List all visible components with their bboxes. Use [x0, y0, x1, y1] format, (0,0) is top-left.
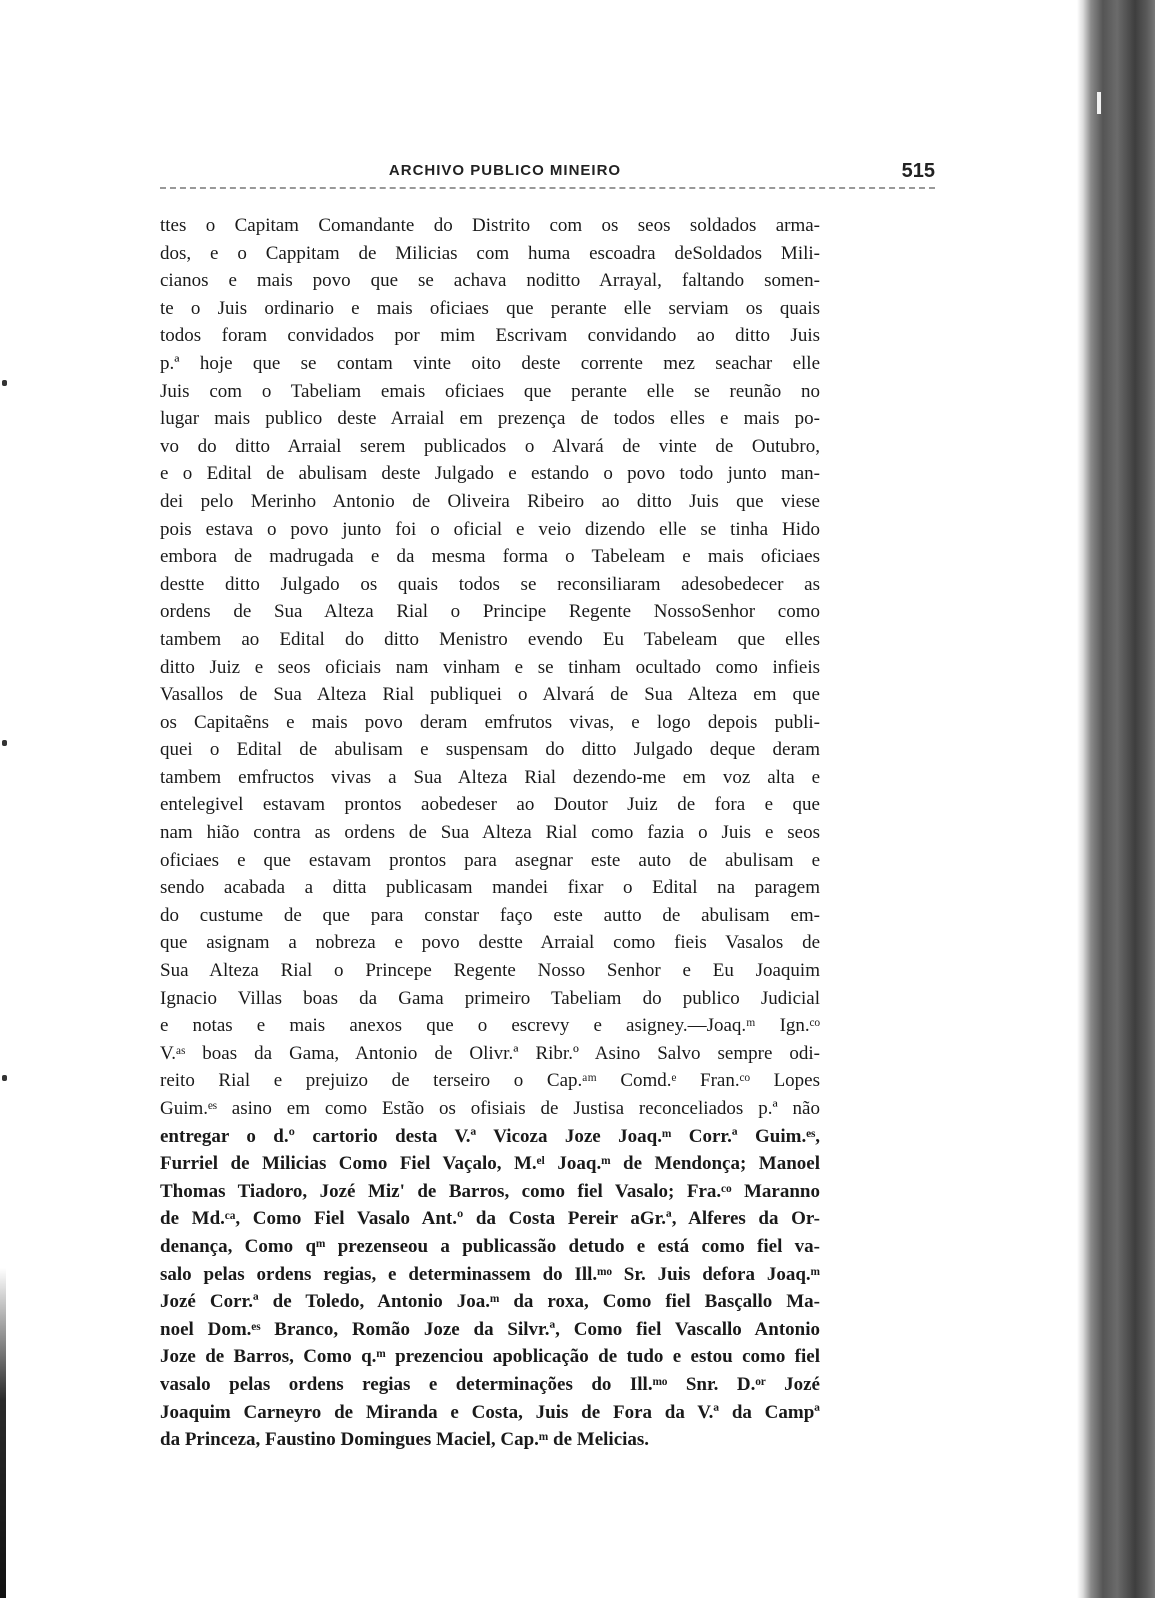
- text-line: embora de madrugada e da mesma forma o Tabeleam e mais oficiaes: [160, 546, 820, 568]
- text-line: destte ditto Julgado os quais todos se reconsiliaram adesobedecer as: [160, 573, 820, 595]
- text-line: Ignacio Villas boas da Gama primeiro Tabeliam do publico Judicial: [160, 987, 820, 1009]
- text-line: Jozé Corr.ª de Toledo, Antonio Joa.ᵐ da roxa, Como fiel Basçallo Ma-: [160, 1291, 820, 1313]
- margin-dot: [2, 380, 7, 386]
- text-line: cianos e mais povo que se achava noditto Arrayal, faltando somen-: [160, 270, 820, 292]
- text-line: vasalo pelas ordens regias e determinações do Ill.ᵐᵒ Snr. D.ᵒʳ Jozé: [160, 1373, 820, 1395]
- binding-mark: [1097, 92, 1101, 114]
- text-line: Sua Alteza Rial o Princepe Regente Nosso Senhor e Eu Joaquim: [160, 960, 820, 982]
- text-line: reito Rial e prejuizo de terseiro o Cap.ᵃᵐ Comd.ᵉ Fran.ᶜᵒ Lopes: [160, 1070, 820, 1092]
- text-line: do custume de que para constar faço este autto de abulisam em-: [160, 904, 820, 926]
- text-line: de Md.ᶜᵃ, Como Fiel Vasalo Ant.º da Costa Pereir aGr.ª, Alferes da Or-: [160, 1208, 820, 1230]
- text-line: Thomas Tiadoro, Jozé Miz' de Barros, como fiel Vasalo; Fra.ᶜᵒ Maranno: [160, 1180, 820, 1202]
- text-line: nam hião contra as ordens de Sua Alteza Rial como fazia o Juis e seos: [160, 822, 820, 844]
- text-line: Vasallos de Sua Alteza Rial publiquei o Alvará de Sua Alteza em que: [160, 684, 820, 706]
- text-line: pois estava o povo junto foi o oficial e veio dizendo elle se tinha Hido: [160, 518, 820, 540]
- journal-title: ARCHIVO PUBLICO MINEIRO: [388, 162, 622, 179]
- page-number: 515: [901, 160, 935, 182]
- text-line: oficiaes e que estavam prontos para asegnar este auto de abulisam e: [160, 849, 820, 871]
- header-rule: [160, 187, 935, 189]
- text-line: da Princeza, Faustino Domingues Maciel, Cap.ᵐ de Melicias.: [160, 1429, 650, 1451]
- text-line: quei o Edital de abulisam e suspensam do ditto Julgado deque deram: [160, 739, 820, 761]
- margin-dot: [2, 740, 7, 746]
- text-line: Juis com o Tabeliam emais oficiaes que perante elle se reunão no: [160, 380, 820, 402]
- text-line: Guim.ᵉˢ asino em como Estão os ofisiais de Justisa reconceliados p.ª não: [160, 1098, 820, 1119]
- document-body: [160, 212, 820, 1454]
- text-line: e notas e mais anexos que o escrevy e asigney.—Joaq.ᵐ Ign.ᶜᵒ: [160, 1015, 820, 1037]
- running-header: [160, 160, 935, 190]
- page-edge-shadow: [0, 1268, 6, 1598]
- text-line: salo pelas ordens regias, e determinassem do Ill.ᵐᵒ Sr. Juis defora Joaq.ᵐ: [160, 1263, 820, 1285]
- text-line: Joaquim Carneyro de Miranda e Costa, Juis de Fora da V.ª da Campª: [160, 1401, 820, 1423]
- text-line: todos foram convidados por mim Escrivam convidando ao ditto Juis: [160, 325, 820, 347]
- text-line: entregar o d.º cartorio desta V.ª Vicoza Joze Joaq.ᵐ Corr.ª Guim.ᵉˢ,: [160, 1125, 820, 1147]
- text-line: sendo acabada a ditta publicasam mandei fixar o Edital na paragem: [160, 877, 820, 899]
- text-line: dos, e o Cappitam de Milicias com huma escoadra deSoldados Mili-: [160, 242, 820, 264]
- text-line: ttes o Capitam Comandante do Distrito com os seos soldados arma-: [160, 215, 820, 236]
- text-line: Furriel de Milicias Como Fiel Vaçalo, M.ᵉˡ Joaq.ᵐ de Mendonça; Manoel: [160, 1153, 820, 1175]
- text-line: dei pelo Merinho Antonio de Oliveira Ribeiro ao ditto Juis que viese: [160, 490, 820, 512]
- book-binding-edge: [1077, 0, 1155, 1598]
- margin-dot: [2, 1075, 7, 1081]
- text-line: e o Edital de abulisam deste Julgado e estando o povo todo junto man-: [160, 463, 820, 485]
- text-line: ditto Juiz e seos oficiais nam vinham e se tinham ocultado como infieis: [160, 656, 820, 678]
- text-line: entelegivel estavam prontos aobedeser ao Doutor Juiz de fora e que: [160, 794, 820, 816]
- text-line: lugar mais publico deste Arraial em prezença de todos elles e mais po-: [160, 408, 820, 430]
- text-line: noel Dom.ᵉˢ Branco, Romão Joze da Silvr.ª, Como fiel Vascallo Antonio: [160, 1318, 820, 1340]
- text-line: vo do ditto Arraial serem publicados o Alvará de vinte de Outubro,: [160, 435, 820, 457]
- text-line: Joze de Barros, Como q.ᵐ prezenciou apoblicação de tudo e estou como fiel: [160, 1346, 820, 1368]
- text-line: tambem emfructos vivas a Sua Alteza Rial dezendo-me em voz alta e: [160, 766, 820, 788]
- text-line: tambem ao Edital do ditto Menistro evendo Eu Tabeleam que elles: [160, 628, 820, 650]
- text-line: V.ᵃˢ boas da Gama, Antonio de Olivr.ª Ribr.º Asino Salvo sempre odi-: [160, 1042, 820, 1064]
- text-line: ordens de Sua Alteza Rial o Principe Regente NossoSenhor como: [160, 601, 820, 623]
- text-line: que asignam a nobreza e povo destte Arraial como fieis Vasalos de: [160, 932, 820, 954]
- text-line: os Capitaẽns e mais povo deram emfrutos vivas, e logo depois publi-: [160, 711, 820, 733]
- text-line: p.ª hoje que se contam vinte oito deste corrente mez seachar elle: [160, 352, 820, 374]
- text-line: denança, Como qᵐ prezenseou a publicassão detudo e está como fiel va-: [160, 1235, 820, 1257]
- text-line: te o Juis ordinario e mais oficiaes que perante elle serviam os quais: [160, 297, 820, 319]
